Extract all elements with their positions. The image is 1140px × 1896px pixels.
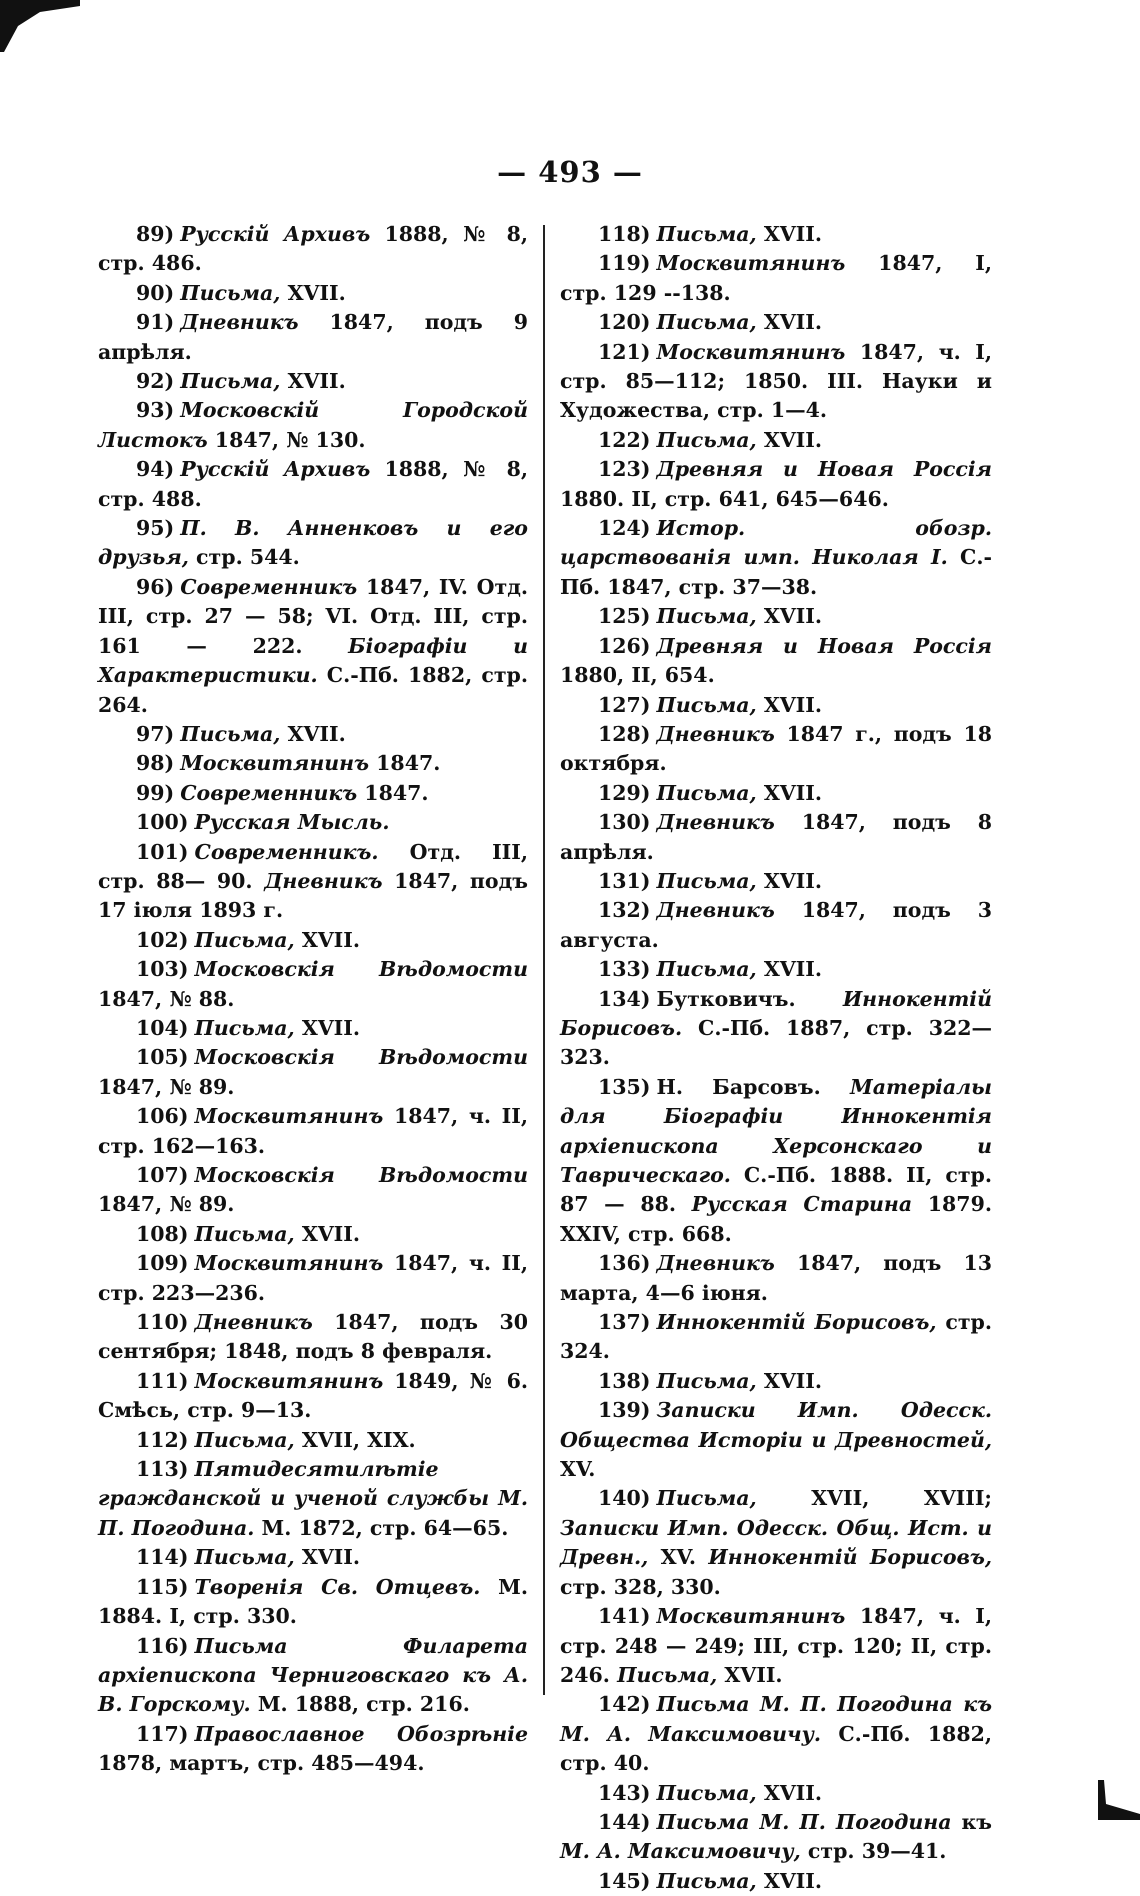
footnote-text: 1847, № 130. (207, 427, 366, 452)
footnote-entry (560, 1073, 992, 1249)
footnote-number: 120) (598, 310, 651, 335)
footnote-text: стр. 544. (188, 545, 300, 570)
footnote-number: 91) (136, 310, 175, 335)
footnote-entry (560, 338, 992, 426)
footnote-entry (560, 1602, 992, 1690)
footnote-text: 1849, № 6. Смѣсь, стр. 9—13. (98, 1368, 528, 1423)
footnote-text: Н. Барсовъ. (656, 1074, 851, 1099)
footnote-text: С.-Пб. 1888. II, стр. 87 — 88. (560, 1163, 992, 1217)
footnote-number: 142) (598, 1692, 651, 1717)
footnote-entry (560, 455, 992, 514)
footnote-title: М. А. Максимовичу, (560, 1839, 801, 1864)
footnote-number: 141) (598, 1604, 651, 1629)
footnote-entry (560, 220, 992, 249)
footnote-entry (98, 220, 528, 279)
footnote-number: 92) (136, 369, 175, 394)
footnote-title: П. В. Анненковъ и его друзья, (98, 516, 528, 570)
footnote-title: Дневникъ (656, 898, 775, 923)
footnote-text: XVII. (756, 1868, 822, 1893)
footnote-entry (560, 867, 992, 896)
footnote-text: XVII. (756, 222, 822, 246)
footnote-text: 1847, подъ 3 августа. (560, 898, 992, 952)
footnote-number: 124) (598, 516, 651, 541)
footnote-title: Дневникъ (656, 721, 775, 746)
footnote-title: Письма, (656, 692, 757, 717)
footnote-title: Современникъ (180, 780, 358, 805)
footnote-title: Русская Мысль. (194, 810, 390, 835)
footnote-text: XVII. (294, 1015, 360, 1040)
footnote-entry (560, 1308, 992, 1367)
footnote-text: 1880, II, 654. (560, 663, 715, 688)
footnote-title: Письма, (656, 1486, 757, 1511)
footnote-number: 126) (598, 633, 651, 658)
footnote-number: 135) (598, 1074, 651, 1099)
footnote-title: Письма, (194, 1015, 295, 1040)
footnote-number: 102) (136, 927, 189, 952)
footnote-text: 1847, № 89. (98, 1192, 235, 1217)
footnote-title: Москвитянинъ (194, 1368, 384, 1393)
footnote-text: XVII. (756, 604, 822, 629)
corner-scan-mark (0, 0, 80, 52)
footnote-title: Письма, (656, 427, 757, 452)
footnote-text: М. 1884. I, стр. 330. (98, 1574, 528, 1629)
footnote-number: 143) (598, 1780, 651, 1805)
footnote-entry (560, 808, 992, 867)
footnote-text: 1847, I, стр. 129 --138. (560, 251, 992, 305)
footnote-number: 112) (136, 1427, 189, 1452)
footnote-number: 130) (598, 810, 651, 835)
footnote-title: Письма, (194, 1427, 295, 1452)
footnote-text: XVII. (280, 280, 346, 305)
footnote-entry (98, 573, 528, 720)
footnote-entry (560, 720, 992, 779)
footnote-title: Москвитянинъ (656, 1604, 846, 1629)
footnote-text: XVII. (756, 957, 822, 982)
footnote-title: Письма Филарета архіепископа Черниговскаго къ А. В. Горскому. (98, 1633, 528, 1717)
footnote-text: XVII. (756, 692, 822, 717)
footnote-number: 133) (598, 957, 651, 982)
footnote-text: стр. 39—41. (800, 1839, 947, 1864)
footnote-text: 1880. II, стр. 641, 645—646. (560, 486, 889, 511)
footnote-title: Москвитянинъ (194, 1251, 384, 1276)
footnote-number: 107) (136, 1163, 189, 1187)
footnote-title: Дневникъ (656, 1251, 775, 1276)
footnote-entry (98, 308, 528, 367)
footnote-text: С.-Пб. 1887, стр. 322—323. (560, 1015, 992, 1070)
footnote-title: Дневникъ (264, 868, 383, 893)
page-turn-arrow-icon (1096, 1780, 1140, 1820)
footnote-title: Древняя и Новая Россія (656, 633, 992, 658)
footnote-entry (560, 1367, 992, 1396)
footnote-number: 117) (136, 1721, 189, 1746)
footnote-title: Иннокентій Борисовъ, (656, 1310, 937, 1335)
footnote-text: 1847, № 89. (98, 1074, 235, 1099)
footnote-title: Письма, (656, 957, 757, 982)
footnote-text: XVII. (756, 868, 822, 893)
footnote-number: 121) (598, 339, 651, 364)
footnote-text: XVII. (280, 369, 346, 394)
footnote-title: Письма М. П. Погодина къ М. А. Максимовичу. (560, 1692, 992, 1746)
footnote-number: 111) (136, 1368, 189, 1393)
footnote-entry (98, 1220, 528, 1249)
footnote-text: XVII. (756, 427, 822, 452)
footnote-entry (98, 1720, 528, 1779)
footnote-entry (560, 691, 992, 720)
footnote-number: 89) (136, 222, 175, 246)
footnote-number: 94) (136, 457, 175, 482)
footnote-title: Письма, (180, 280, 281, 305)
footnote-entry (98, 279, 528, 308)
footnote-title: Письма, (180, 369, 281, 394)
footnote-entry (98, 926, 528, 955)
footnote-title: Письма, (656, 1868, 757, 1893)
footnote-title: Письма, (617, 1662, 718, 1687)
footnote-number: 96) (136, 574, 175, 599)
footnote-entry (560, 308, 992, 337)
footnote-number: 134) (598, 986, 651, 1011)
footnote-text: 1847, ч. II, стр. 223—236. (98, 1251, 528, 1305)
footnote-number: 115) (136, 1574, 189, 1599)
footnote-text: XVII, XIX. (294, 1427, 416, 1452)
footnote-entry (98, 367, 528, 396)
footnote-number: 127) (598, 692, 651, 717)
footnote-title: Письма, (656, 604, 757, 629)
footnote-entry (98, 749, 528, 778)
footnote-entry (98, 1573, 528, 1632)
footnote-text: XVII. (294, 1545, 360, 1570)
footnote-title: Письма, (656, 1368, 757, 1393)
footnote-entry (98, 1014, 528, 1043)
footnote-text: 1847, ч. II, стр. 162—163. (98, 1104, 528, 1158)
footnote-title: Творенія Св. Отцевъ. (194, 1574, 481, 1599)
footnote-title: Москвитянинъ (656, 251, 846, 276)
footnote-title: Москвитянинъ (194, 1104, 384, 1129)
footnote-title: Письма М. П. Погодина (656, 1809, 952, 1834)
footnote-entry (560, 426, 992, 455)
footnote-title: Древняя и Новая Россія (656, 457, 992, 482)
footnote-text: XV. (648, 1545, 709, 1570)
footnote-entry (560, 1808, 992, 1867)
footnote-number: 114) (136, 1545, 189, 1570)
footnote-entry (98, 720, 528, 749)
footnote-entry (560, 955, 992, 984)
footnote-entry (560, 1690, 992, 1778)
footnote-number: 132) (598, 898, 651, 923)
footnote-entry (98, 1043, 528, 1102)
footnote-title: Русскій Архивъ (180, 457, 371, 482)
footnote-entry (98, 955, 528, 1014)
footnote-title: Матеріалы для Біографіи Иннокентія архіепископа Херсонскаго и Таврическаго. (560, 1074, 992, 1187)
footnote-title: Московскія Вѣдомости (194, 957, 528, 982)
footnote-title: Письма, (180, 721, 281, 746)
footnote-entry (98, 1632, 528, 1720)
footnote-number: 103) (136, 957, 189, 982)
footnote-title: Дневникъ (656, 810, 775, 835)
footnote-text: XVII. (756, 1368, 822, 1393)
footnote-entry (98, 838, 528, 926)
footnote-text: С.-Пб. 1882, стр. 40. (560, 1721, 992, 1776)
footnote-number: 131) (598, 868, 651, 893)
footnote-entry (560, 779, 992, 808)
footnote-entry (98, 1161, 528, 1220)
footnote-title: Современникъ. (194, 839, 379, 864)
footnote-text: М. 1888, стр. 216. (250, 1692, 470, 1717)
footnote-text: стр. 328, 330. (560, 1574, 721, 1599)
footnote-entry (98, 1367, 528, 1426)
footnote-number: 119) (598, 251, 651, 276)
footnote-text: 1847, подъ 13 марта, 4—6 іюня. (560, 1251, 992, 1305)
footnote-title: Москвитянинъ (656, 339, 846, 364)
footnote-entry (98, 1426, 528, 1455)
footnote-number: 104) (136, 1015, 189, 1040)
footnote-number: 98) (136, 751, 175, 776)
footnote-entry (560, 985, 992, 1073)
footnote-title: Московскія Вѣдомости (194, 1163, 528, 1187)
footnote-title: Письма, (194, 1545, 295, 1570)
column-divider (543, 225, 545, 1695)
footnote-title: Русская Старина (691, 1192, 913, 1217)
footnote-title: Дневникъ (194, 1310, 313, 1335)
footnote-text: Отд. III, стр. 88— 90. (98, 839, 528, 893)
footnote-text: С.-Пб. 1882, стр. 264. (98, 663, 528, 717)
footnote-entry (560, 896, 992, 955)
footnote-number: 128) (598, 721, 651, 746)
footnote-number: 116) (136, 1633, 189, 1658)
footnote-text: 1847, подъ 9 апрѣля. (98, 310, 528, 364)
footnote-title: Дневникъ (180, 310, 299, 335)
footnote-number: 125) (598, 604, 651, 629)
footnote-title: Біографіи и Характеристики. (98, 633, 528, 688)
footnote-title: Письма, (656, 868, 757, 893)
footnote-title: Письма, (656, 1780, 757, 1805)
right-footnote-column (560, 220, 992, 1896)
footnote-number: 140) (598, 1486, 651, 1511)
footnote-title: Письма, (194, 927, 295, 952)
footnote-number: 93) (136, 398, 175, 423)
footnote-text: 1888, № 8, стр. 486. (98, 222, 528, 276)
footnote-entry (560, 249, 992, 308)
footnote-text: 1847. (369, 751, 441, 776)
footnote-text: 1879. XXIV, стр. 668. (560, 1192, 992, 1246)
footnote-entry (98, 779, 528, 808)
footnote-title: Письма, (656, 310, 757, 335)
footnote-text: 1888, № 8, стр. 488. (98, 457, 528, 511)
footnote-title: Православное Обозрѣніе (194, 1721, 528, 1746)
footnote-text: XVII. (756, 1780, 822, 1805)
footnote-number: 90) (136, 280, 175, 305)
footnote-text: XVII. (756, 310, 822, 335)
footnote-title: Записки Имп. Одесск. Общ. Ист. и Древн., (560, 1515, 992, 1570)
footnote-number: 110) (136, 1310, 189, 1335)
footnote-title: Московскій Городской Листокъ (98, 398, 528, 452)
footnote-number: 118) (598, 222, 651, 246)
footnote-title: Истор. обозр. царствованія имп. Николая I. (560, 516, 992, 570)
footnote-text: 1847, подъ 30 сентября; 1848, подъ 8 февраля. (98, 1310, 528, 1364)
footnote-number: 105) (136, 1045, 189, 1070)
footnote-text: XVII. (294, 927, 360, 952)
footnote-text: 1847, № 88. (98, 986, 235, 1011)
footnote-text: стр. 324. (560, 1310, 993, 1364)
footnote-text: 1847, подъ 17 іюля 1893 г. (98, 868, 528, 923)
footnote-entry (98, 514, 528, 573)
footnote-number: 123) (598, 457, 651, 482)
footnote-entry (98, 1102, 528, 1161)
footnote-text: къ (951, 1809, 992, 1834)
footnote-entry (98, 1543, 528, 1572)
footnote-title: Записки Имп. Одесск. Общества Исторіи и Древностей, (560, 1398, 992, 1452)
footnote-entry (98, 1308, 528, 1367)
footnote-title: Пятидесятилѣтіе гражданской и ученой службы М. П. Погодина. (98, 1457, 528, 1540)
footnote-entry (560, 1779, 992, 1808)
footnote-title: Москвитянинъ (180, 751, 370, 776)
footnote-entry (560, 632, 992, 691)
footnote-entry (560, 1484, 992, 1602)
footnote-number: 136) (598, 1251, 651, 1276)
footnote-title: Современникъ (180, 574, 358, 599)
footnote-number: 139) (598, 1398, 651, 1423)
footnote-title: Письма, (656, 780, 757, 805)
footnote-text: 1847 г., подъ 18 октября. (560, 721, 992, 776)
footnote-number: 106) (136, 1104, 189, 1129)
page-number: — 493 — (497, 155, 643, 189)
footnote-text: С.-Пб. 1847, стр. 37—38. (560, 545, 992, 599)
footnote-number: 113) (136, 1457, 189, 1482)
footnote-text: XVII. (294, 1221, 360, 1246)
footnote-text: XVII, XVIII; (756, 1486, 992, 1511)
footnote-title: Письма, (194, 1221, 295, 1246)
left-footnote-column (98, 220, 528, 1779)
footnote-number: 145) (598, 1868, 651, 1893)
footnote-number: 144) (598, 1809, 651, 1834)
footnote-entry (98, 1249, 528, 1308)
footnote-text: Бутковичъ. (656, 986, 843, 1011)
footnote-text: XVII. (280, 721, 346, 746)
footnote-entry (98, 455, 528, 514)
footnote-entry (560, 1249, 992, 1308)
footnote-entry (560, 514, 992, 602)
footnote-number: 137) (598, 1310, 651, 1335)
footnote-text: XVII. (717, 1662, 783, 1687)
footnote-number: 122) (598, 427, 651, 452)
footnote-number: 109) (136, 1251, 189, 1276)
footnote-number: 97) (136, 721, 175, 746)
footnote-title: Русскій Архивъ (180, 222, 371, 246)
footnote-text: М. 1872, стр. 64—65. (254, 1515, 509, 1540)
footnote-title: Письма, (656, 222, 757, 246)
footnote-text: 1878, мартъ, стр. 485—494. (98, 1751, 425, 1776)
footnote-title: Иннокентій Борисовъ, (708, 1545, 992, 1570)
footnote-text: 1847, подъ 8 апрѣля. (560, 810, 992, 864)
footnote-entry (560, 1867, 992, 1896)
footnote-text: 1847, IV. Отд. III, стр. 27 — 58; VI. Отд. III, стр. 161 — 222. (98, 574, 528, 658)
footnote-text: XVII. (756, 780, 822, 805)
footnote-number: 100) (136, 810, 189, 835)
footnote-entry (98, 808, 528, 837)
footnote-text: 1847, ч. I, стр. 85—112; 1850. III. Науки и Художества, стр. 1—4. (560, 339, 992, 423)
footnote-entry (560, 602, 992, 631)
footnote-number: 108) (136, 1221, 189, 1246)
footnote-title: Московскія Вѣдомости (194, 1045, 528, 1070)
footnote-number: 138) (598, 1368, 651, 1393)
footnote-number: 101) (136, 839, 189, 864)
footnote-entry (98, 396, 528, 455)
footnote-number: 99) (136, 780, 175, 805)
footnote-entry (98, 1455, 528, 1543)
footnote-entry (560, 1396, 992, 1484)
footnote-number: 129) (598, 780, 651, 805)
footnote-text: 1847, ч. I, стр. 248 — 249; III, стр. 120; II, стр. 246. (560, 1604, 992, 1687)
footnote-text: 1847. (357, 780, 429, 805)
footnote-number: 95) (136, 516, 175, 541)
footnote-text: XV. (560, 1457, 596, 1482)
footnote-title: Иннокентій Борисовъ. (560, 986, 992, 1040)
